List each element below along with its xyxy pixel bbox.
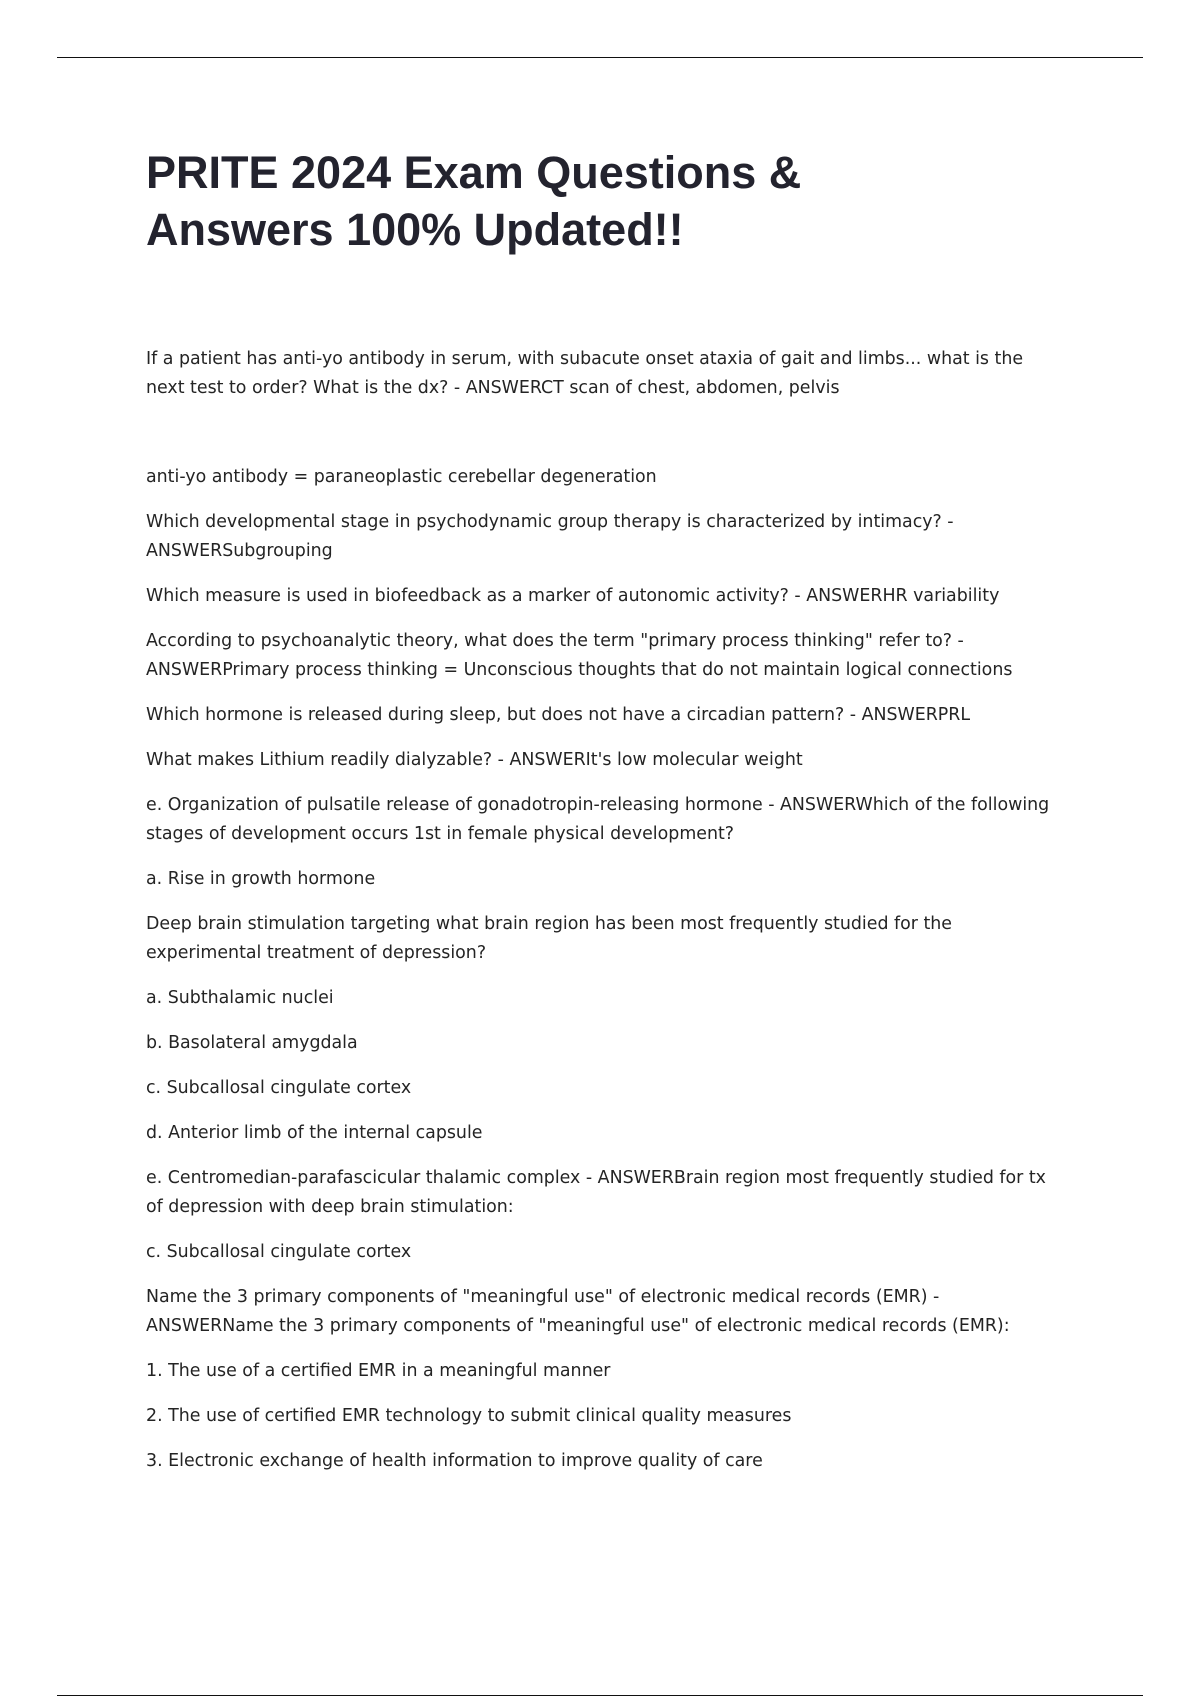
qa-paragraph: Which hormone is released during sleep, but does not have a circadian pattern? - ANSWERPRL (146, 705, 971, 725)
qa-paragraph: 3. Electronic exchange of health information to improve quality of care (146, 1451, 763, 1471)
document-body (146, 345, 1066, 1492)
qa-paragraph: anti-yo antibody = paraneoplastic cerebellar degeneration (146, 467, 657, 487)
qa-paragraph: Which developmental stage in psychodynamic group therapy is characterized by intimacy? - ANSWERSubgrouping (146, 512, 954, 561)
title-line-2: Answers 100% Updated!! (146, 204, 684, 255)
qa-paragraph: Deep brain stimulation targeting what brain region has been most frequently studied for the experimental treatment of depression? (146, 914, 952, 963)
qa-paragraph: b. Basolateral amygdala (146, 1033, 358, 1053)
qa-paragraph: d. Anterior limb of the internal capsule (146, 1123, 483, 1143)
qa-paragraph: According to psychoanalytic theory, what does the term "primary process thinking" refer to? - ANSWERPrimary process thinking = Unconscious thoughts that do not maintain logical connections (146, 631, 1013, 680)
qa-paragraph: e. Organization of pulsatile release of gonadotropin-releasing hormone - ANSWERWhich of the following stages of development occurs 1st in female physical development? (146, 795, 1050, 844)
qa-paragraph: a. Subthalamic nuclei (146, 988, 334, 1008)
qa-paragraph: Name the 3 primary components of "meaningful use" of electronic medical records (EMR) - ANSWERName the 3 primary components of "meaningful use" of electronic medical records (EMR): (146, 1287, 1010, 1336)
qa-paragraph: c. Subcallosal cingulate cortex (146, 1242, 412, 1262)
top-divider (57, 57, 1143, 58)
qa-paragraph: Which measure is used in biofeedback as a marker of autonomic activity? - ANSWERHR variability (146, 586, 1000, 606)
qa-paragraph: c. Subcallosal cingulate cortex (146, 1078, 412, 1098)
document-title (146, 144, 1046, 258)
bottom-divider (57, 1695, 1143, 1696)
qa-paragraph: 1. The use of a certified EMR in a meaningful manner (146, 1361, 611, 1381)
title-line-1: PRITE 2024 Exam Questions & (146, 147, 802, 198)
qa-paragraph: If a patient has anti-yo antibody in serum, with subacute onset ataxia of gait and limbs... what is the next test to order? What is the dx? - ANSWERCT scan of chest, abdomen, pelvis (146, 349, 1024, 398)
qa-paragraph: a. Rise in growth hormone (146, 869, 376, 889)
qa-paragraph: 2. The use of certified EMR technology to submit clinical quality measures (146, 1406, 792, 1426)
qa-paragraph: e. Centromedian-parafascicular thalamic complex - ANSWERBrain region most frequently studied for tx of depression with deep brain stimulation: (146, 1168, 1046, 1217)
qa-paragraph: What makes Lithium readily dialyzable? - ANSWERIt's low molecular weight (146, 750, 803, 770)
